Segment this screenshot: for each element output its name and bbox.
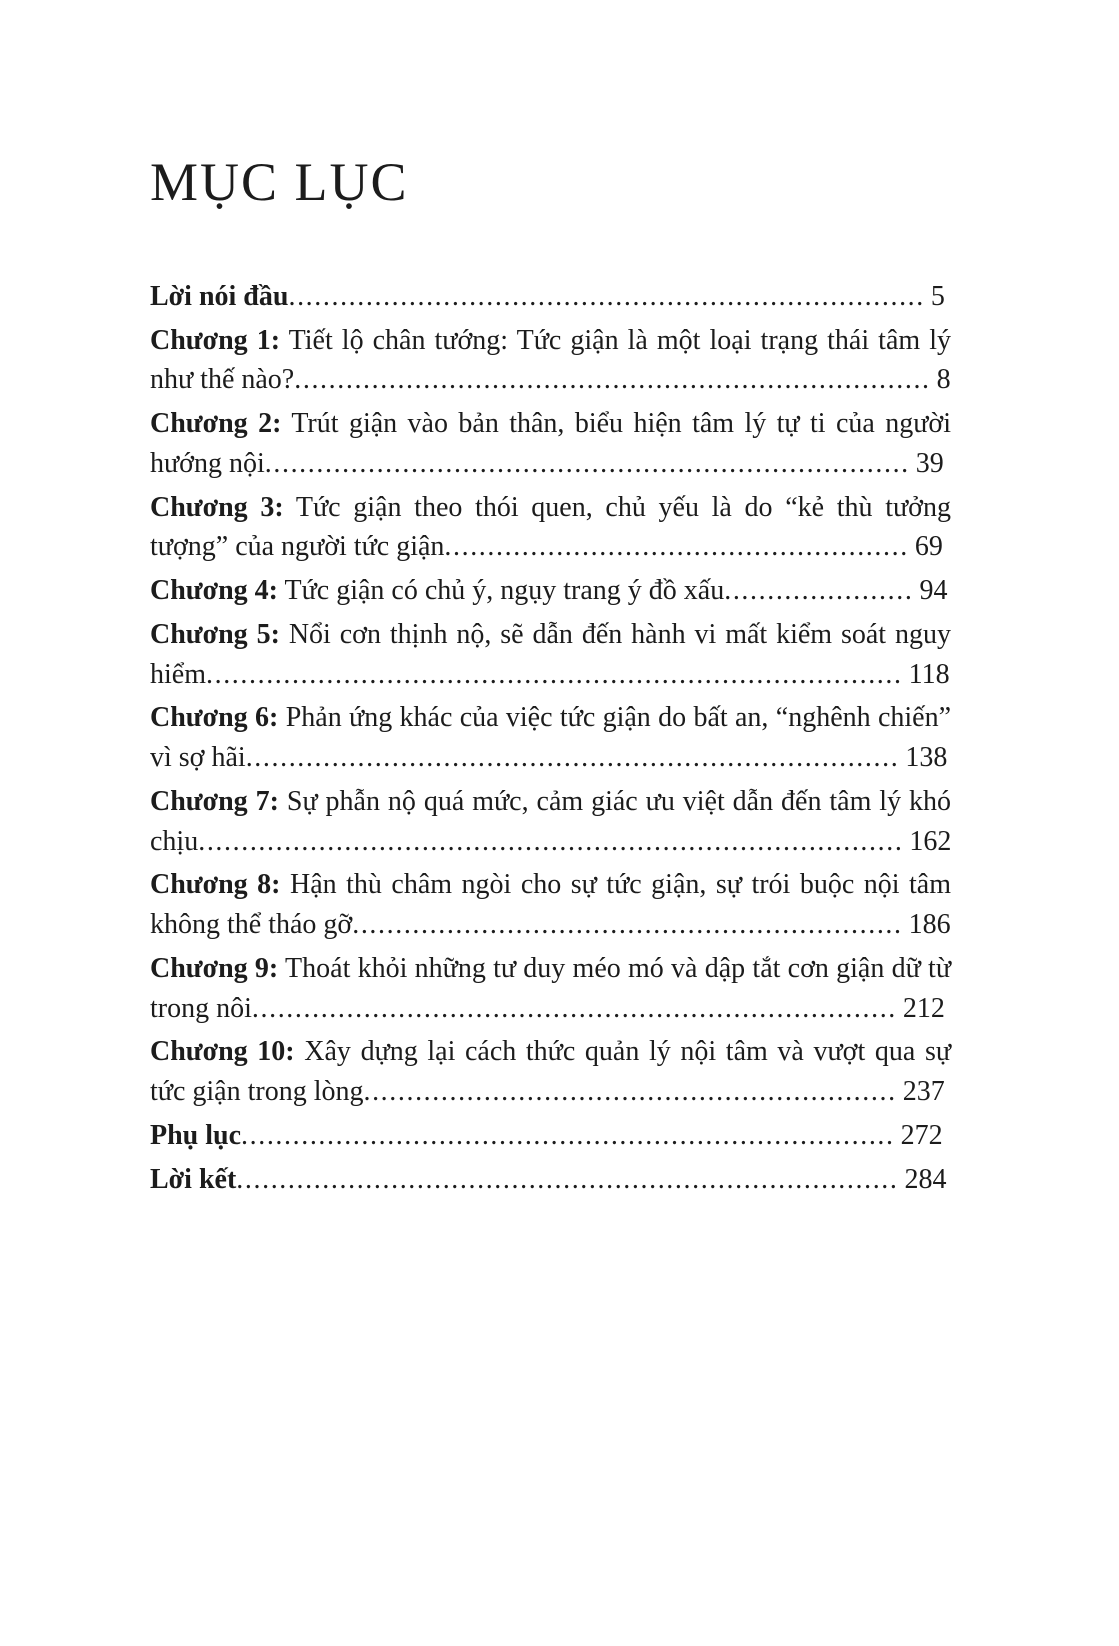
toc-entry-page: 284 [904, 1163, 947, 1195]
toc-entry-label: Chương 9: [150, 952, 279, 984]
toc-entry-label: Lời kết [150, 1163, 237, 1195]
toc-entry-title: Sự phẫn nộ quá mức, cảm giác ưu việt dẫn đến tâm lý khó chịu [150, 785, 952, 857]
toc-entry-title: Hận thù châm ngòi cho sự tức giận, sự trói buộc nội tâm không thể tháo gỡ [150, 869, 951, 941]
toc-entry [150, 782, 951, 862]
dot-leader: ........................................................................... [264, 447, 910, 479]
toc-entry [150, 1116, 951, 1156]
dot-leader: ............................................................................ [241, 1119, 895, 1151]
toc-entry-label: Chương 5: [150, 618, 280, 650]
toc-entry [150, 321, 951, 401]
toc-entry-label: Chương 10: [150, 1036, 295, 1068]
toc-entry [150, 488, 951, 568]
toc-entry [150, 698, 951, 778]
toc-entry-title: Phản ứng khác của việc tức giận do bất an, “nghênh chiến” vì sợ hãi [150, 702, 952, 774]
toc-entry-label: Chương 7: [150, 785, 279, 817]
toc-entry-title: Nổi cơn thịnh nộ, sẽ dẫn đến hành vi mất kiểm soát nguy hiểm [150, 618, 951, 690]
dot-leader: .................................................................................. [198, 825, 904, 857]
toc-entry-page: 138 [905, 742, 948, 774]
toc-entry-page: 186 [908, 909, 951, 941]
toc-entry-label: Chương 8: [150, 869, 281, 901]
toc-entry-page: 5 [930, 280, 945, 312]
dot-leader: ............................................................................. [236, 1163, 899, 1195]
toc-list [150, 277, 951, 1200]
toc-entry-page: 94 [919, 575, 948, 607]
toc-entry-label: Chương 3: [150, 491, 284, 523]
dot-leader: .......................................................................... [294, 364, 931, 396]
dot-leader: ...................................................... [444, 531, 909, 563]
dot-leader: ........................................................................... [251, 992, 897, 1024]
toc-entry-page: 39 [915, 447, 944, 479]
toc-entry-title: Tức giận có chủ ý, ngụy trang ý đồ xấu [284, 575, 725, 607]
toc-entry-title: Tiết lộ chân tướng: Tức giận là một loại trạng thái tâm lý như thế nào? [150, 324, 952, 396]
dot-leader: .............................................................. [363, 1076, 897, 1108]
toc-entry [150, 404, 951, 484]
toc-entry-title: Tức giận theo thói quen, chủ yếu là do “kẻ thù tưởng tượng” của người tức giận [150, 491, 951, 563]
toc-entry [150, 571, 951, 611]
toc-entry-label: Chương 1: [150, 324, 281, 356]
toc-entry-page: 69 [914, 531, 943, 563]
dot-leader: ................................................................................. [206, 658, 903, 690]
toc-entry [150, 949, 951, 1029]
toc-entry [150, 865, 951, 945]
toc-entry-title: Trút giận vào bản thân, biểu hiện tâm lý tự ti của người hướng nội [150, 408, 951, 479]
dot-leader: .......................................................................... [288, 280, 925, 312]
toc-entry-label: Chương 6: [150, 702, 279, 734]
toc-entry-page: 237 [902, 1076, 945, 1108]
toc-entry-page: 8 [936, 364, 951, 396]
toc-entry [150, 615, 951, 695]
toc-entry-page: 162 [909, 825, 952, 857]
dot-leader: ................................................................ [352, 909, 903, 941]
page-title: MỤC LỤC [150, 152, 409, 212]
toc-entry-page: 118 [908, 658, 950, 690]
toc-entry-title: Thoát khỏi những tư duy méo mó và dập tắt cơn giận dữ từ trong nôi [150, 952, 952, 1024]
toc-entry-title: Xây dựng lại cách thức quản lý nội tâm và vượt qua sự tức giận trong lòng [150, 1036, 952, 1108]
toc-entry-label: Chương 2: [150, 408, 282, 440]
toc-entry [150, 1032, 951, 1112]
toc-entry-page: 272 [900, 1119, 943, 1151]
toc-entry-label: Phụ lục [150, 1119, 242, 1151]
toc-entry-page: 212 [902, 992, 945, 1024]
toc-entry-label: Chương 4: [150, 575, 278, 607]
dot-leader: ............................................................................ [245, 742, 900, 774]
dot-leader: ...................... [724, 575, 914, 607]
toc-entry [150, 1160, 951, 1200]
toc-entry [150, 277, 951, 317]
toc-entry-label: Lời nói đầu [150, 280, 289, 312]
